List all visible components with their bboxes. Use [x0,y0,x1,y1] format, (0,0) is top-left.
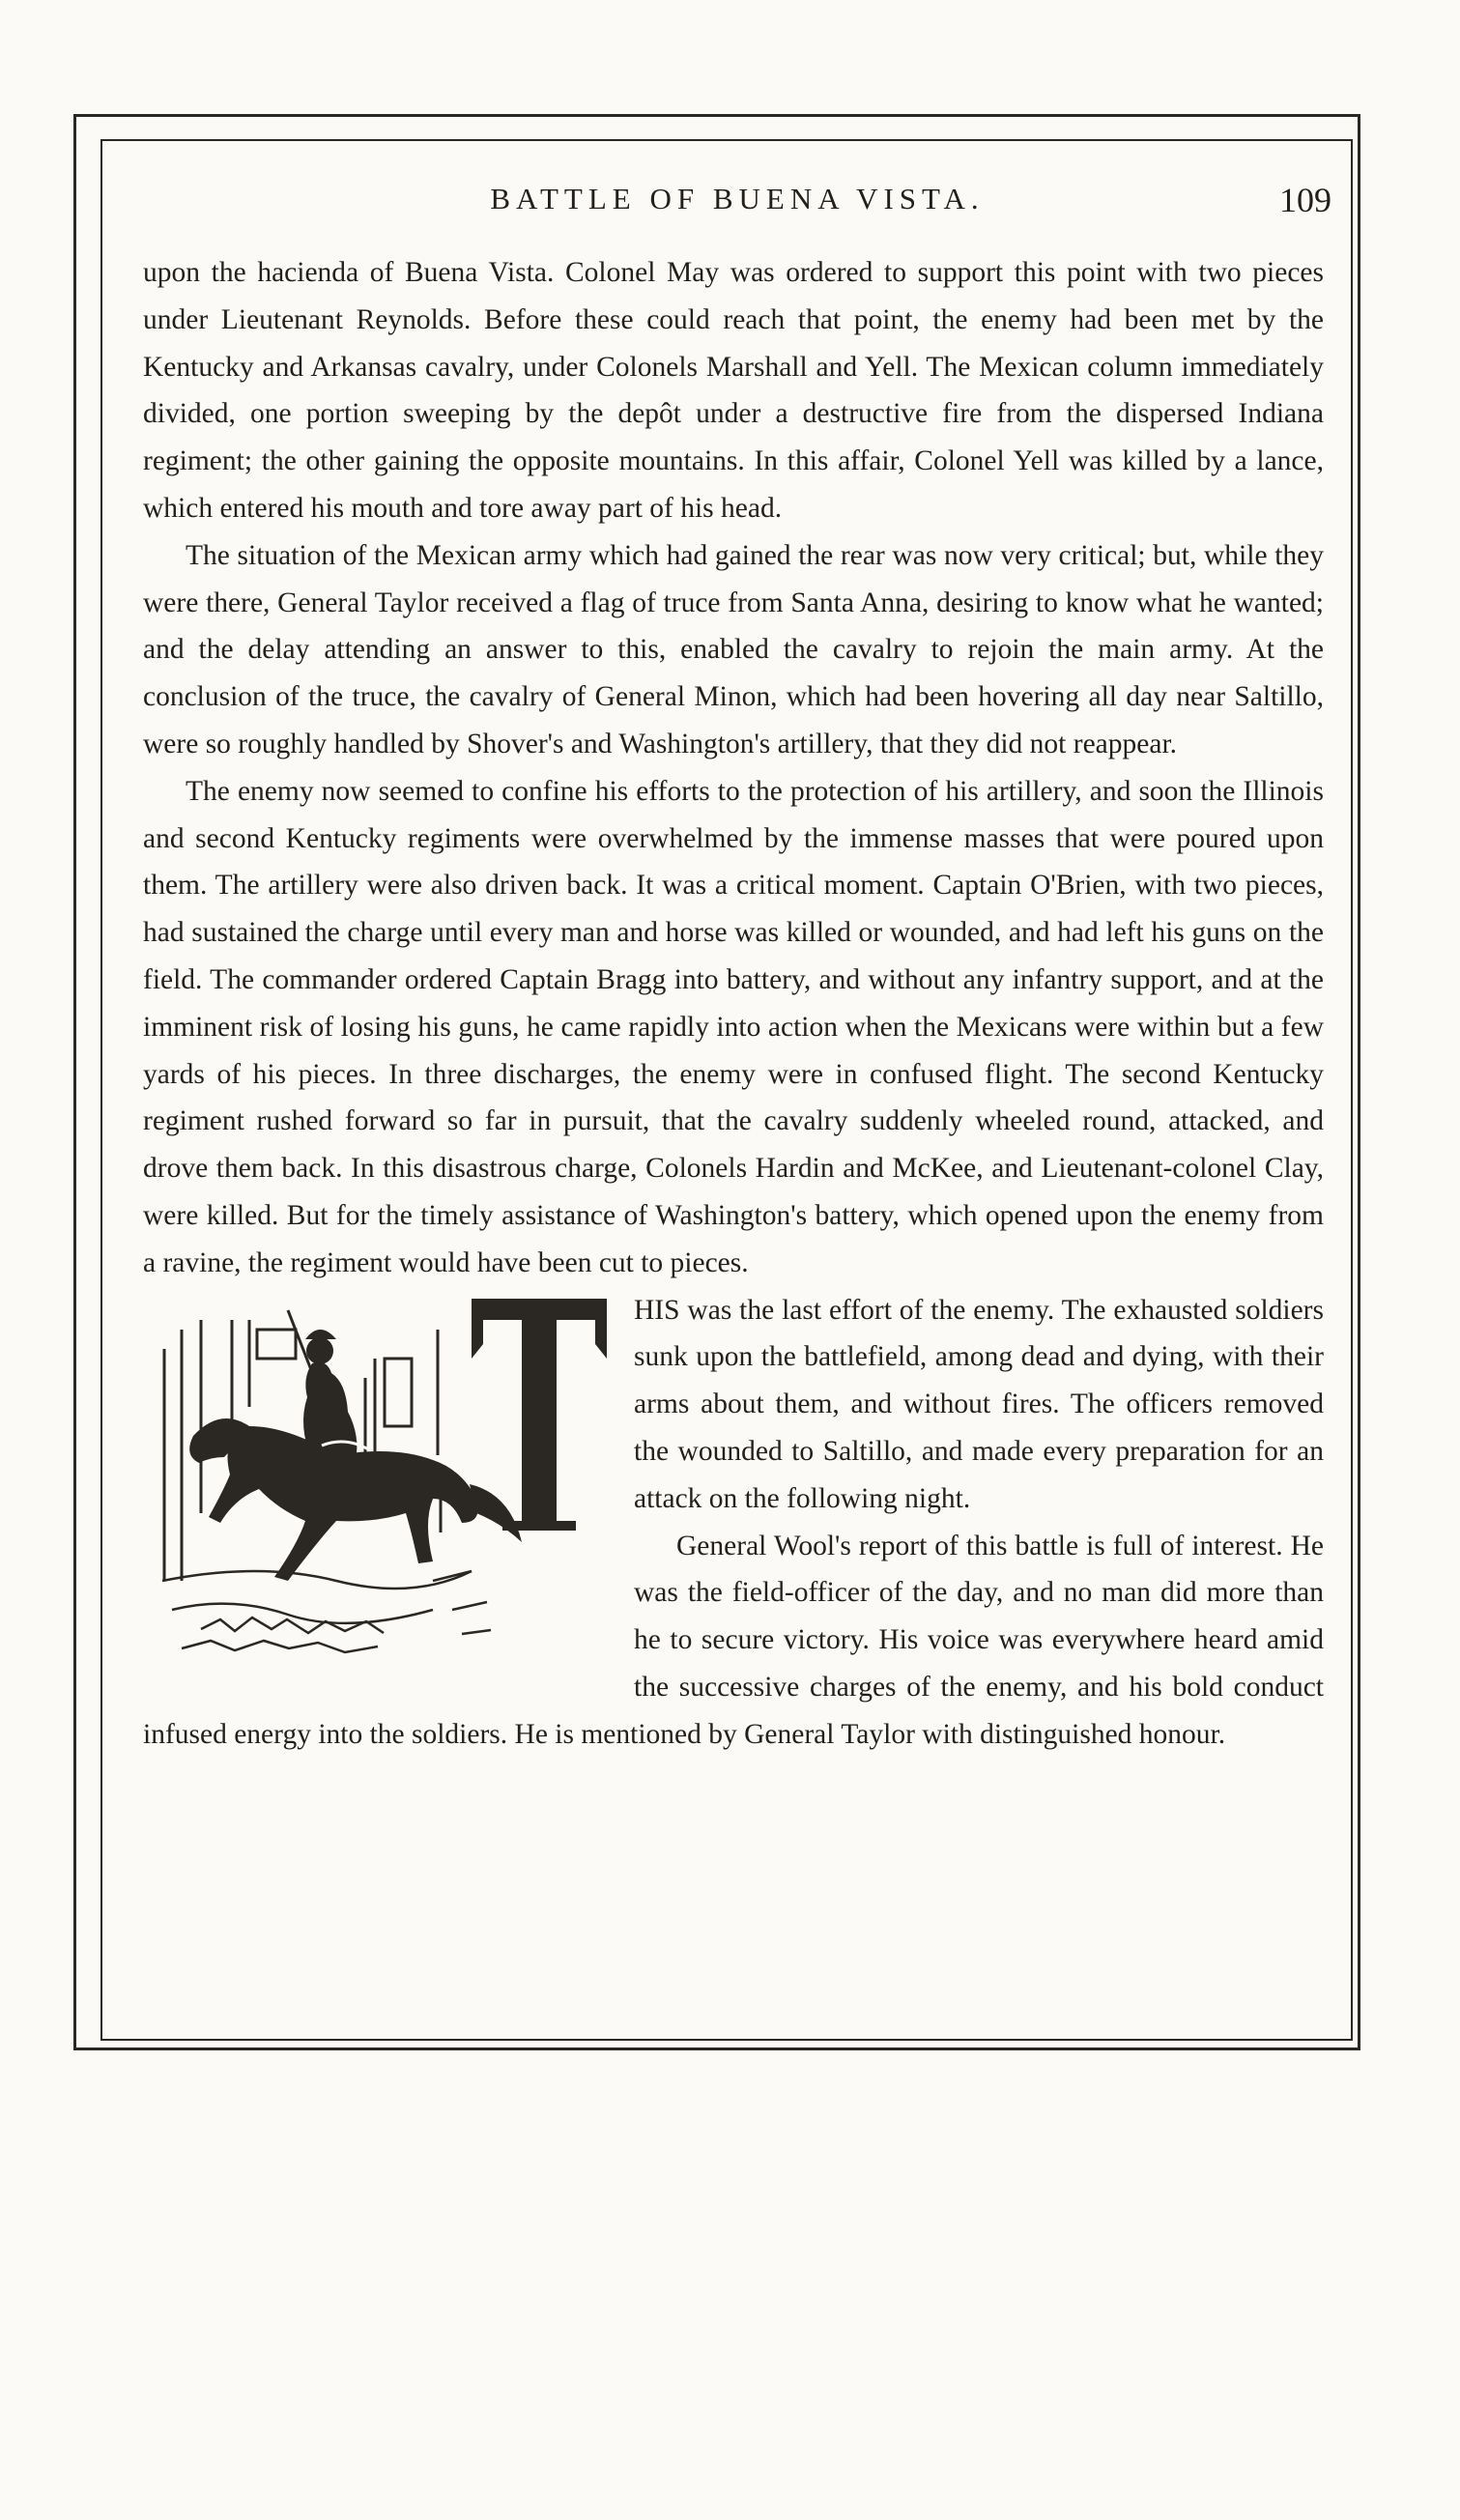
drop-cap-letter: T [539,1483,540,1485]
page-header [143,182,1331,228]
paragraph-1: upon the hacienda of Buena Vista. Colonel May was ordered to support this point with two pieces under Lieutenant Reynolds. Before these could reach that point, the enemy had been met by the Kentucky and Arkansas cavalry, under Colonels Marshall and Yell. The Mexican column immediately divided, one portion sweeping by the depôt under a destructive fire from the dispersed Indiana regiment; the other gaining the opposite mountains. In this affair, Colonel Yell was killed by a lance, which entered his mouth and tore away part of his head. [143,257,1324,524]
illustrated-initial [143,1291,616,1668]
paragraph-3: The enemy now seemed to confine his efforts to the protection of his artillery, and soon the Illinois and second Kentucky regiments were overwhelmed by the immense masses that were poured upon them. The artillery were also driven back. It was a critical moment. Captain O'Brien, with two pieces, had sustained the charge until every man and horse was killed or wounded, and had left his guns on the field. The commander ordered Captain Bragg into battery, and without any infantry support, and at the imminent risk of losing his guns, he came rapidly into action when the Mexicans were within but a few yards of his pieces. In three discharges, the enemy were in confused flight. The second Kentucky regiment rushed forward so far in pursuit, that the cavalry suddenly wheeled round, attacked, and drove them back. In this disastrous charge, Colonels Hardin and McKee, and Lieutenant-colonel Clay, were killed. But for the timely assistance of Washington's battery, which opened upon the enemy from a ravine, the regiment would have been cut to pieces. [143,775,1324,1278]
running-head: BATTLE OF BUENA VISTA. [490,182,985,215]
page-body [143,249,1324,1759]
paragraph-2: The situation of the Mexican army which had gained the rear was now very critical; but, while they were there, General Taylor received a flag of truce from Santa Anna, desiring to know what he wanted; and the delay attending an answer to this, enabled the cavalry to rejoin the main army. At the conclusion of the truce, the cavalry of General Minon, which had been hovering all day near Saltillo, were so roughly handled by Shover's and Washington's artillery, that they did not reappear. [143,539,1324,759]
cavalry-rider-engraving [143,1291,616,1668]
paragraph-5: General Wool's report of this battle is full of interest. He was the field-officer of the day, and no man did more than he to secure victory. His voice was everywhere heard amid the successive charges of the enemy, and his bold conduct infused energy into the soldiers. He is mentioned by General Taylor with distinguished honour. [143,1530,1324,1750]
page-number: 109 [1279,181,1331,219]
paragraph-4: HIS was the last effort of the enemy. The exhausted soldiers sunk upon the battlefield, among dead and dying, with their arms about them, and without fires. The officers removed the wounded to Saltillo, and made every preparation for an attack on the following night. [634,1294,1324,1514]
